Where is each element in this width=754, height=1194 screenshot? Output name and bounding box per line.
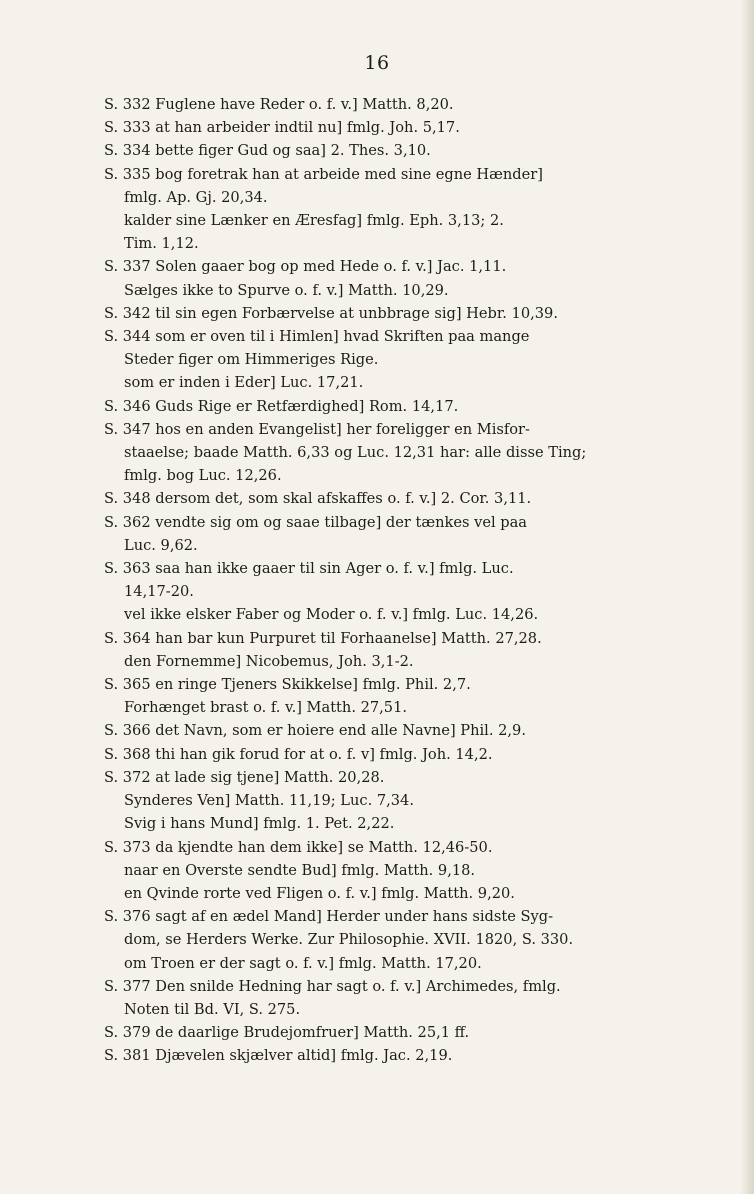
- entry-first-line: S. 368 thi han gik forud for at o. f. v] fmlg. Joh. 14,2.: [104, 745, 493, 763]
- entry-first-line: S. 348 dersom det, som skal afskaffes o. f. v.] 2. Cor. 3,11.: [104, 490, 532, 508]
- entry-continuation-line: Sælges ikke to Spurve o. f. v.] Matth. 10,29.: [124, 281, 449, 299]
- entry-first-line: S. 376 sagt af en ædel Mand] Herder under hans sidste Syg-: [104, 908, 554, 926]
- entry-continuation-line: om Troen er der sagt o. f. v.] fmlg. Matth. 17,20.: [124, 954, 482, 972]
- entry-first-line: S. 333 at han arbeider indtil nu] fmlg. Joh. 5,17.: [104, 119, 460, 137]
- entry-first-line: S. 363 saa han ikke gaaer til sin Ager o. f. v.] fmlg. Luc.: [104, 560, 514, 578]
- entry-first-line: S. 332 Fuglene have Reder o. f. v.] Matth. 8,20.: [104, 96, 454, 113]
- annotation-list: [104, 93, 708, 1068]
- annotation-entry: [104, 905, 708, 975]
- annotation-entry: [104, 487, 708, 510]
- annotation-entry: [104, 836, 708, 906]
- annotation-entry: [104, 975, 708, 1021]
- entry-continuation-line: Luc. 9,62.: [124, 536, 198, 554]
- entry-continuation-line: staaelse; baade Matth. 6,33 og Luc. 12,31 har: alle disse Ting;: [124, 444, 587, 462]
- entry-continuation-line: en Qvinde rorte ved Fligen o. f. v.] fmlg. Matth. 9,20.: [124, 884, 515, 902]
- annotation-entry: [104, 511, 708, 557]
- entry-first-line: S. 335 bog foretrak han at arbeide med sine egne Hænder]: [104, 165, 543, 183]
- entry-continuation-line: Steder figer om Himmeriges Rige.: [124, 351, 379, 369]
- page-edge-shadow: [740, 0, 754, 1194]
- entry-first-line: S. 334 bette figer Gud og saa] 2. Thes. 3,10.: [104, 142, 431, 160]
- entry-continuation-line: Svig i hans Mund] fmlg. 1. Pet. 2,22.: [124, 815, 395, 833]
- annotation-entry: [104, 255, 708, 301]
- entry-first-line: S. 362 vendte sig om og saae tilbage] der tænkes vel paa: [104, 513, 528, 531]
- annotation-entry: [104, 139, 708, 162]
- entry-first-line: S. 366 det Navn, som er hoiere end alle Navne] Phil. 2,9.: [104, 722, 526, 740]
- annotation-entry: [104, 557, 708, 627]
- annotation-entry: [104, 766, 708, 836]
- entry-first-line: S. 377 Den snilde Hedning har sagt o. f. v.] Archimedes, fmlg.: [104, 977, 561, 995]
- annotation-entry: [104, 673, 708, 719]
- entry-first-line: S. 372 at lade sig tjene] Matth. 20,28.: [104, 768, 385, 786]
- entry-continuation-line: Forhænget brast o. f. v.] Matth. 27,51.: [124, 699, 408, 717]
- entry-continuation-line: dom, se Herders Werke. Zur Philosophie. XVII. 1820, S. 330.: [124, 931, 574, 949]
- annotation-entry: [104, 163, 708, 256]
- annotation-entry: [104, 627, 708, 673]
- entry-first-line: S. 381 Djævelen skjælver altid] fmlg. Jac. 2,19.: [104, 1047, 453, 1065]
- entry-continuation-line: den Fornemme] Nicobemus, Joh. 3,1-2.: [124, 652, 414, 670]
- entry-first-line: S. 373 da kjendte han dem ikke] se Matth. 12,46-50.: [104, 838, 493, 856]
- page-number: 16: [364, 52, 390, 74]
- annotation-entry: [104, 325, 708, 395]
- annotation-entry: [104, 743, 708, 766]
- entry-continuation-line: kalder sine Lænker en Æresfag] fmlg. Eph. 3,13; 2.: [124, 212, 504, 230]
- entry-first-line: S. 364 han bar kun Purpuret til Forhaanelse] Matth. 27,28.: [104, 629, 542, 647]
- entry-continuation-line: Tim. 1,12.: [124, 235, 199, 253]
- entry-continuation-line: Noten til Bd. VI, S. 275.: [124, 1000, 301, 1018]
- entry-continuation-line: Synderes Ven] Matth. 11,19; Luc. 7,34.: [124, 792, 414, 810]
- annotation-entry: [104, 1044, 708, 1067]
- annotation-entry: [104, 719, 708, 742]
- entry-first-line: S. 342 til sin egen Forbærvelse at unbbrage sig] Hebr. 10,39.: [104, 304, 558, 322]
- entry-first-line: S. 379 de daarlige Brudejomfruer] Matth. 25,1 ff.: [104, 1024, 470, 1042]
- entry-first-line: S. 344 som er oven til i Himlen] hvad Skriften paa mange: [104, 328, 530, 346]
- annotation-entry: [104, 116, 708, 139]
- entry-first-line: S. 346 Guds Rige er Retfærdighed] Rom. 14,17.: [104, 397, 459, 415]
- annotation-entry: [104, 418, 708, 488]
- entry-first-line: S. 337 Solen gaaer bog op med Hede o. f. v.] Jac. 1,11.: [104, 258, 507, 276]
- entry-continuation-line: fmlg. bog Luc. 12,26.: [124, 467, 282, 485]
- annotation-entry: [104, 302, 708, 325]
- entry-continuation-line: 14,17-20.: [124, 583, 194, 601]
- entry-first-line: S. 347 hos en anden Evangelist] her foreligger en Misfor-: [104, 420, 530, 438]
- entry-continuation-line: som er inden i Eder] Luc. 17,21.: [124, 374, 364, 392]
- entry-continuation-line: vel ikke elsker Faber og Moder o. f. v.] fmlg. Luc. 14,26.: [124, 606, 539, 624]
- entry-first-line: S. 365 en ringe Tjeners Skikkelse] fmlg. Phil. 2,7.: [104, 676, 471, 694]
- annotation-entry: [104, 395, 708, 418]
- annotation-entry: [104, 1021, 708, 1044]
- entry-continuation-line: naar en Overste sendte Bud] fmlg. Matth. 9,18.: [124, 861, 476, 879]
- entry-continuation-line: fmlg. Ap. Gj. 20,34.: [124, 188, 268, 206]
- annotation-entry: [104, 93, 708, 116]
